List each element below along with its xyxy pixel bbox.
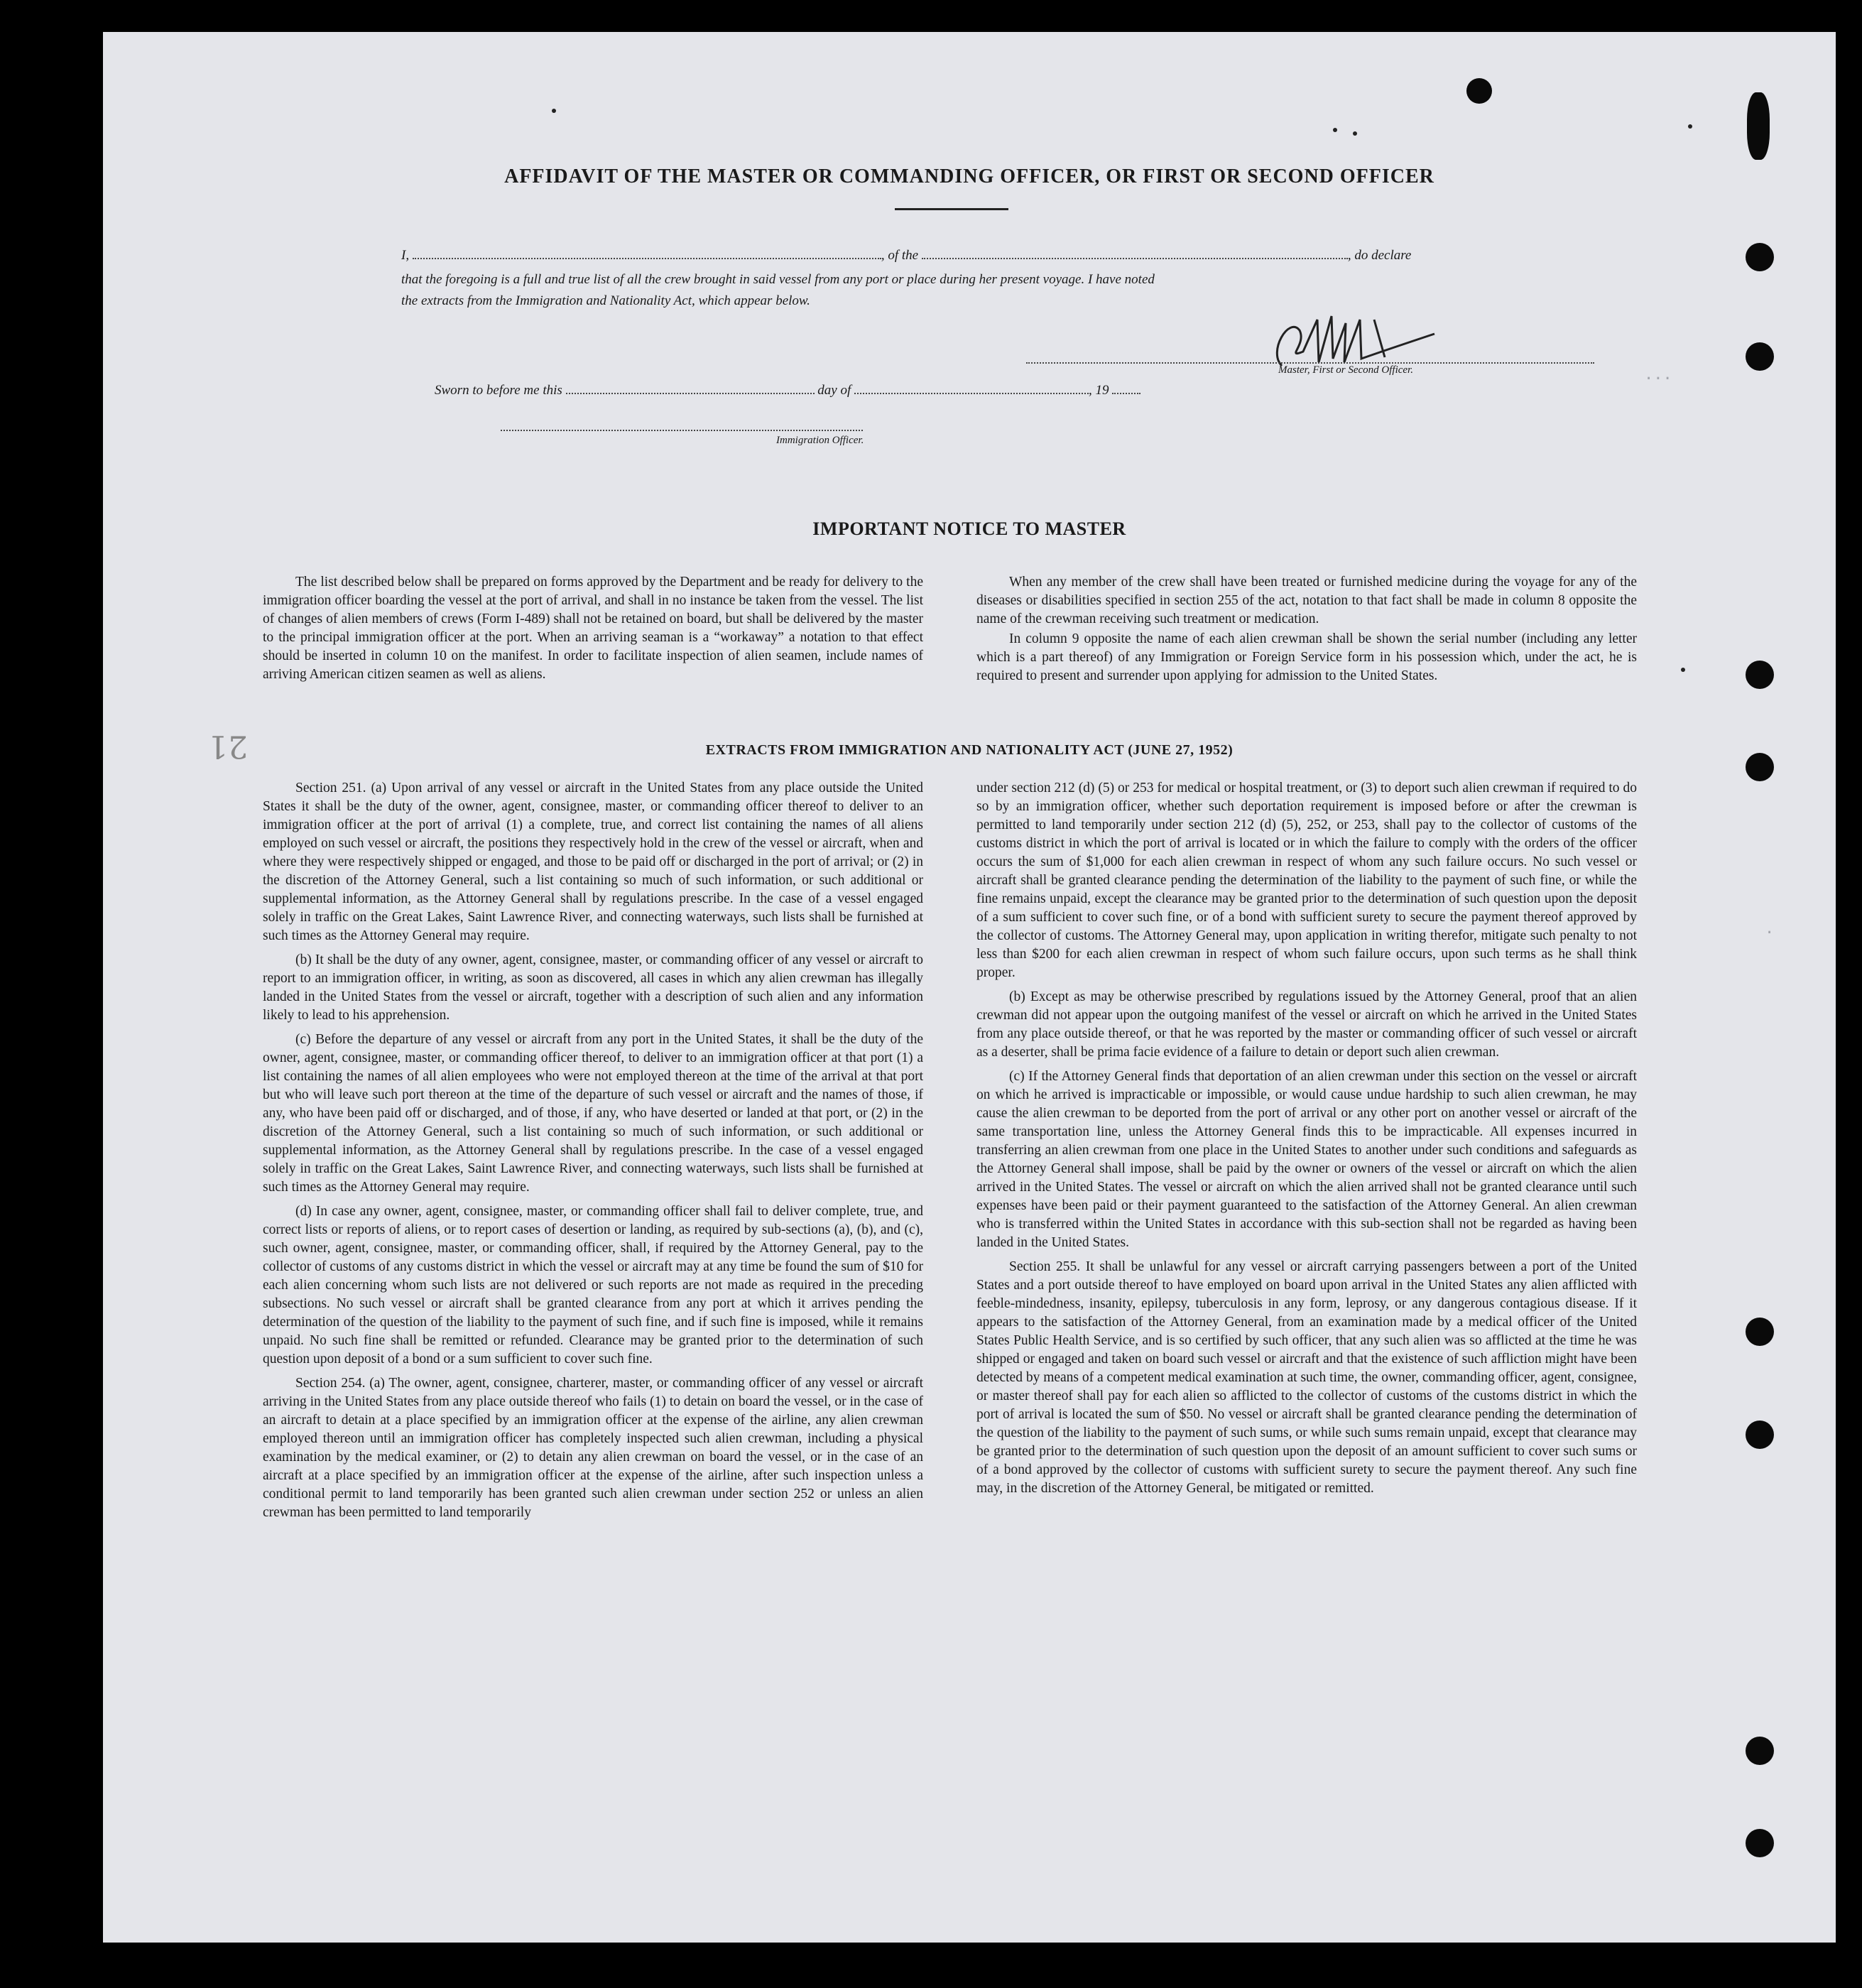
punch-hole bbox=[1746, 1737, 1774, 1765]
signature-line bbox=[1026, 362, 1594, 364]
ink-speck bbox=[1681, 668, 1685, 672]
declaration-lead: I, bbox=[401, 248, 410, 263]
sworn-year-field[interactable] bbox=[1112, 380, 1140, 394]
declaration-line-1 bbox=[401, 245, 1474, 264]
punch-hole bbox=[1746, 661, 1774, 689]
act-section-paragraph: Section 254. (a) The owner, agent, consignee, charterer, master, or commanding officer of any vessel or aircraft arriving in the United States from any place outside thereof who fails (1) to detain on board the vessel, or in the case of an aircraft to detain at a place specified by an immigration officer at the expense of the airline, any alien crewman employed thereon until an immigration officer has completely inspected such alien crewman, including a physical examination by the medical examiner, or (2) to detain any alien crewman on board the vessel, or in the case of an aircraft at a place specified by an immigration officer at the expense of the airline, after such inspection unless a conditional permit to land temporarily has been granted such alien crewman under section 252 or unless an alien crewman has been permitted to land temporarily bbox=[263, 1376, 923, 1520]
punch-hole bbox=[1746, 1318, 1774, 1346]
signature-caption: Master, First or Second Officer. bbox=[1278, 364, 1413, 376]
extracts-title: EXTRACTS FROM IMMIGRATION AND NATIONALITY ACT (JUNE 27, 1952) bbox=[705, 742, 1234, 758]
immigration-officer-line bbox=[501, 430, 863, 431]
punch-hole bbox=[1746, 243, 1774, 271]
act-section-paragraph: (c) Before the departure of any vessel or aircraft from any port in the United States, it shall be the duty of the owner, agent, consignee, master, or commanding officer thereof, to deliver to an immigration officer at that port (1) a list containing the names of all alien employees who were not employed thereon at the time of the arrival at that port but who will leave such port thereon at the time of the departure of such vessel or aircraft and the names of those, if any, who have been paid off or discharged, and of those, if any, who have deserted or landed at that port, or (2) in the discretion of the Attorney General, such a list containing so much of such information, or such additional or supplemental information, as the Attorney General shall by regulations prescribe. In the case of a vessel engaged solely in traffic on the Great Lakes, Saint Lawrence River, and connecting waterways, such lists shall be furnished at such times as the Attorney General may require. bbox=[263, 1032, 923, 1195]
act-section-paragraph: (d) In case any owner, agent, consignee, master, or commanding officer shall fail to deliver complete, true, and correct lists or reports of aliens, or to report cases of desertion or landing, as required by sub-sections (a), (b), and (c), such owner, agent, consignee, master, or commanding officer, shall, if required by the Attorney General, pay to the collector of customs of any customs district in which the vessel or aircraft may at any time be found the sum of $10 for each alien concerning whom such lists are not delivered or such reports are not made as required in the preceding subsections. No such vessel or aircraft shall be granted clearance from any port at which it arrives pending the determination of the question of the liability to the payment of such fine, and if such fine is imposed, while it remains unpaid. No such fine shall be remitted or refunded. Clearance may be granted prior to the determination of such question upon deposit of a bond or a sum sufficient to cover such fine. bbox=[263, 1204, 923, 1367]
act-section-paragraph: under section 212 (d) (5) or 253 for medical or hospital treatment, or (3) to deport such alien crewman if required to do so by an immigration officer, whether such deportation requirement is imposed before or after the crewman is permitted to land temporarily under section 212 (d) (5), 252, or 253, shall pay to the collector of customs of the customs district in which the port of arrival is located or in which the failure to comply with the orders of the officer occurs the sum of $1,000 for each alien crewman in respect of whom any such failure occurs. No such vessel or aircraft shall be granted clearance pending the determination of the liability to the payment of such fine, or while the fine remains unpaid, except the clearance may be granted prior to the determination of such question upon the deposit of a sum sufficient to cover such fine, or of a bond with sufficient surety to secure the payment thereof approved by the collector of customs. The Attorney General may, upon application in writing therefor, mitigate such penalty to not less than $200 for each alien crewman in respect of whom such failure occurs, upon such terms as he shall think proper. bbox=[976, 781, 1637, 980]
notice-left-paragraph: The list described below shall be prepared on forms approved by the Department and be ready for delivery to the immigration officer boarding the vessel at the port of arrival, and shall in no instance be taken from the vessel. The list of changes of alien members of crews (Form I-489) shall not be retained on board, but shall be delivered by the master to the principal immigration officer at the port. When an arriving seaman is a “workaway” a notation to that effect should be inserted in column 10 on the manifest. In order to facilitate inspection of alien seamen, include names of arriving American citizen seamen as well as aliens. bbox=[263, 575, 923, 682]
sworn-line bbox=[435, 380, 1358, 398]
punch-hole bbox=[1747, 92, 1770, 160]
immigration-officer-caption: Immigration Officer. bbox=[776, 435, 864, 446]
bleed-through-text: ... bbox=[1644, 366, 1672, 384]
act-section-paragraph: Section 251. (a) Upon arrival of any vessel or aircraft in the United States from any place outside the United States it shall be the duty of the owner, agent, consignee, master, or commanding officer thereof to deliver to an immigration officer at the port of arrival (1) a complete, true, and correct list containing the names of all aliens employed on such vessel or aircraft, the positions they respectively hold in the crew of the vessel or aircraft, when and where they were respectively shipped or engaged, and those to be paid off or discharged in the port of arrival; or (2) in the discretion of the Attorney General, such a list containing so much of such information, or such additional or supplemental information, as the Attorney General shall by regulations prescribe. In the case of a vessel engaged solely in traffic on the Great Lakes, Saint Lawrence River, and connecting waterways, such lists shall be furnished at such times as the Attorney General may require. bbox=[263, 781, 923, 943]
act-section-paragraph: (c) If the Attorney General finds that deportation of an alien crewman under this section on the vessel or aircraft on which he arrived is impracticable or impossible, or would cause undue hardship to such alien crewman, he may cause the alien crewman to be deported from the port of arrival or any other port on another vessel or aircraft of the same transportation line, unless the Attorney General finds this to be impracticable. All expenses incurred in transferring an alien crewman from one place in the United States to another under such conditions and safeguards as the Attorney General shall impose, shall be paid by the owner or owners of the vessel or aircraft on which the alien arrived in the United States. The vessel or aircraft on which the alien arrived shall not be granted clearance until such expenses have been paid or their payment guaranteed to the satisfaction of the Attorney General. An alien crewman who is transferred within the United States in accordance with this sub-section shall not be regarded as having been landed in the United States. bbox=[976, 1069, 1637, 1250]
extracts-left-column bbox=[263, 779, 923, 1528]
extracts-right-column bbox=[976, 779, 1637, 1504]
notice-right-paragraph: When any member of the crew shall have been treated or furnished medicine during the voyage for any of the diseases or disabilities specified in section 255 of the act, notation to that fact shall be made in column 8 opposite the name of the crewman receiving such treatment or medication. bbox=[976, 575, 1637, 626]
vessel-name-field[interactable] bbox=[922, 245, 1348, 259]
declaration-of-the: , of the bbox=[881, 248, 919, 263]
act-section-paragraph: (b) Except as may be otherwise prescribed by regulations issued by the Attorney General, proof that an alien crewman did not appear upon the outgoing manifest of the vessel or aircraft on which he arrived in the United States from any place outside thereof, or that he was reported by the master or commanding officer of such vessel or aircraft as a deserter, shall be prima facie evidence of a failure to detain or deport such alien crewman. bbox=[976, 989, 1637, 1060]
bleed-through-text: . bbox=[1765, 920, 1775, 938]
punch-hole bbox=[1746, 342, 1774, 371]
punch-hole bbox=[1746, 1829, 1774, 1857]
notice-right-column bbox=[976, 573, 1637, 691]
notice-left-column bbox=[263, 573, 923, 690]
sworn-lead: Sworn to before me this bbox=[435, 383, 562, 398]
document-page bbox=[103, 32, 1836, 1943]
declaration-do-declare: , do declare bbox=[1347, 248, 1412, 263]
act-section-paragraph: Section 255. It shall be unlawful for any vessel or aircraft carrying passengers between a port of the United States and a port outside thereof to have employed on board upon arrival in the United States any alien afflicted with feeble-mindedness, insanity, epilepsy, tuberculosis in any form, leprosy, or any dangerous contagious disease. If it appears to the satisfaction of the Attorney General, from an examination made by a medical officer of the United States Public Health Service, and is so certified by such officer, that any such alien was so afflicted at the time he was shipped or engaged and taken on board such vessel or aircraft and that the existence of such affliction might have been detected by means of a competent medical examination at such time, the owner, commanding officer, agent, consignee, or master thereof shall pay for each alien so afflicted to the collector of customs of the customs district in which the port of arrival is located the sum of $50. No vessel or aircraft shall be granted clearance pending the determination of the question of the liability to the payment of such sums, or while such sums remain unpaid, except that clearance may be granted prior to the determination of such question upon the deposit of an amount sufficient to cover such sums or of a bond approved by the collector of customs with sufficient surety to secure the payment thereof. Any such fine may, in the discretion of the Attorney General, be mitigated or remitted. bbox=[976, 1259, 1637, 1496]
notice-title: IMPORTANT NOTICE TO MASTER bbox=[812, 518, 1126, 539]
sworn-day-field[interactable] bbox=[566, 380, 815, 394]
notice-right-paragraph: In column 9 opposite the name of each alien crewman shall be shown the serial number (including any letter which is a part thereof) of any Immigration or Foreign Service form in his possession which, under the act, he is required to present and surrender upon applying for admission to the United States. bbox=[976, 631, 1637, 683]
affidavit-title: AFFIDAVIT OF THE MASTER OR COMMANDING OFFICER, OR FIRST OR SECOND OFFICER bbox=[504, 165, 1434, 188]
punch-hole bbox=[1466, 78, 1492, 104]
sworn-day-of: day of bbox=[817, 383, 851, 398]
title-underline bbox=[895, 208, 1008, 210]
declaration-line-3: the extracts from the Immigration and Nationality Act, which appear below. bbox=[401, 293, 810, 308]
ink-speck bbox=[1333, 128, 1337, 132]
sworn-year-prefix: , 19 bbox=[1089, 383, 1109, 398]
sworn-month-field[interactable] bbox=[854, 380, 1089, 394]
ink-speck bbox=[552, 109, 556, 113]
punch-hole bbox=[1746, 1421, 1774, 1449]
ink-speck bbox=[1353, 131, 1357, 136]
declaration-line-2: that the foregoing is a full and true list of all the crew brought in said vessel from any port or place during her present voyage. I have noted bbox=[401, 272, 1155, 287]
margin-page-number: 21 bbox=[208, 728, 248, 764]
act-section-paragraph: (b) It shall be the duty of any owner, agent, consignee, master, or commanding officer of any vessel or aircraft to report to an immigration officer, in writing, as soon as discovered, all cases in which any alien crewman has illegally landed in the United States from the vessel or aircraft, together with a description of such alien and any information likely to lead to his apprehension. bbox=[263, 952, 923, 1023]
ink-speck bbox=[1688, 124, 1692, 129]
declarant-name-field[interactable] bbox=[413, 245, 881, 259]
